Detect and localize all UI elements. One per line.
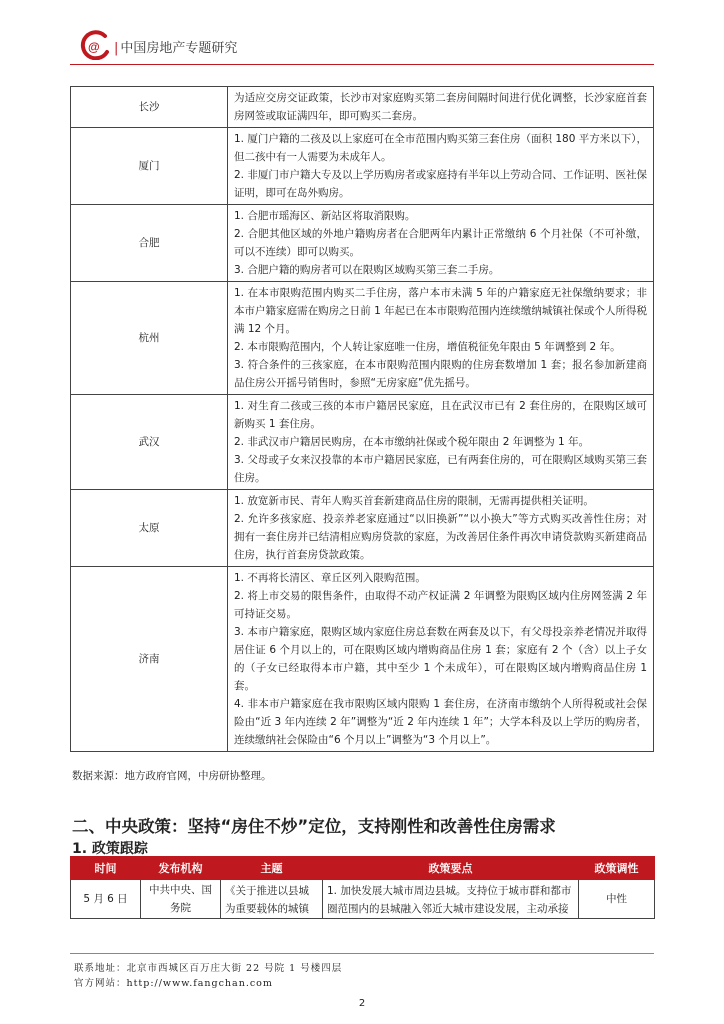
page-footer xyxy=(74,961,342,991)
policy-item: 为适应交房交证政策，长沙市对家庭购买第二套房间隔时间进行优化调整，长沙家庭首套房网签或取证满四年，即可购买二套房。 xyxy=(234,92,647,122)
cell-points xyxy=(323,880,579,919)
company-logo-icon xyxy=(78,30,112,60)
table-row xyxy=(71,87,654,128)
tone-text: 中性 xyxy=(606,893,627,905)
city-policy xyxy=(228,395,654,490)
table-row xyxy=(71,128,654,205)
city-name: 长沙 xyxy=(71,87,228,128)
table-row xyxy=(71,880,655,919)
city-policy xyxy=(228,87,654,128)
policy-item: 2. 本市限购范围内，个人转让家庭唯一住房，增值税征免年限由 5 年调整到 2 年。 xyxy=(234,341,621,353)
table-row xyxy=(71,282,654,395)
section-title: 二、中央政策：坚持“房住不炒”定位，支持刚性和改善性住房需求 xyxy=(72,817,556,836)
city-policy xyxy=(228,567,654,752)
col-header-topic: 主题 xyxy=(221,857,323,880)
policy-item: 3. 父母或子女来汉投靠的本市户籍居民家庭，已有两套住房的，可在限购区域购买第三套住房。 xyxy=(234,454,647,484)
page-number: 2 xyxy=(358,998,366,1009)
policy-item: 1. 不再将长清区、章丘区列入限购范围。 xyxy=(234,572,426,584)
city-policy-table xyxy=(70,86,654,752)
policy-tracking-table xyxy=(70,856,655,919)
brand-title xyxy=(114,37,237,56)
cell-org xyxy=(141,880,221,919)
time-text: 5 月 6 日 xyxy=(83,893,128,905)
footer-address: 联系地址：北京市西城区百万庄大街 22 号院 1 号楼四层 xyxy=(74,963,343,974)
policy-item: 2. 非武汉市户籍居民购房，在本市缴纳社保或个税年限由 2 年调整为 1 年。 xyxy=(234,436,590,448)
table-row xyxy=(71,567,654,752)
city-name: 太原 xyxy=(71,490,228,567)
col-header-points: 政策要点 xyxy=(323,857,579,880)
col-header-org: 发布机构 xyxy=(141,857,221,880)
policy-item: 2. 将上市交易的限售条件，由取得不动产权证满 2 年调整为限购区域内住房网签满 2 年可持证交易。 xyxy=(234,590,647,620)
city-policy xyxy=(228,282,654,395)
footer-website: 官方网站：http://www.fangchan.com xyxy=(74,978,273,989)
col-header-tone: 政策调性 xyxy=(579,857,655,880)
city-name: 武汉 xyxy=(71,395,228,490)
table-row xyxy=(71,205,654,282)
policy-item: 3. 本市户籍家庭，限购区域内家庭住房总套数在两套及以下，有父母投亲养老情况并取得居住证 6 个月以上的，可在限购区域内增购商品住房 1 套；家庭有 2 个（含）以上子女的（子女已经取得本市户籍，其中至少 1 个未成年），可在限购区域内增购商品住房 1 套。 xyxy=(234,626,647,692)
city-name: 合肥 xyxy=(71,205,228,282)
city-policy xyxy=(228,128,654,205)
policy-item: 3. 合肥户籍的购房者可以在限购区域购买第三套二手房。 xyxy=(234,264,500,276)
table-row xyxy=(71,490,654,567)
org-text: 中共中央、国务院 xyxy=(149,884,212,914)
col-header-time: 时间 xyxy=(71,857,141,880)
policy-item: 1. 合肥市瑶海区、新站区将取消限购。 xyxy=(234,210,416,222)
city-name: 济南 xyxy=(71,567,228,752)
policy-item: 4. 非本市户籍家庭在我市限购区域内限购 1 套住房，在济南市缴纳个人所得税或社会保险由“近 3 年内连续 2 年”调整为“近 2 年内连续 1 年”；大学本科及以上学历的购房者，连续缴纳社会保险由“6 个月以上”调整为“3 个月以上”。 xyxy=(234,698,647,746)
source-note: 数据来源：地方政府官网，中房研协整理。 xyxy=(72,770,272,782)
policy-item: 2. 允许多孩家庭、投亲养老家庭通过“以旧换新”“以小换大”等方式购买改善性住房；对拥有一套住房并已结清相应购房贷款的家庭，为改善居住条件再次申请贷款购买新建商品住房，执行首套房贷款政策。 xyxy=(234,513,647,561)
cell-time xyxy=(71,880,141,919)
policy-item: 2. 合肥其他区域的外地户籍购房者在合肥两年内累计正常缴纳 6 个月社保（不可补缴，可以不连续）即可以购买。 xyxy=(234,228,647,258)
policy-item: 1. 在本市限购范围内购买二手住房，落户本市未满 5 年的户籍家庭无社保缴纳要求；非本市户籍家庭需在购房之日前 1 年起已在本市限购范围内连续缴纳城镇社保或个人所得税满 12 个月。 xyxy=(234,287,647,335)
footer-divider xyxy=(70,953,654,954)
subsection-title: 1. 政策跟踪 xyxy=(72,841,148,857)
policy-item: 1. 放宽新市民、青年人购买首套新建商品住房的限制，无需再提供相关证明。 xyxy=(234,495,594,507)
city-name: 杭州 xyxy=(71,282,228,395)
cell-tone xyxy=(579,880,655,919)
cell-topic xyxy=(221,880,323,919)
table-header-row xyxy=(71,857,655,880)
policy-item: 3. 符合条件的三孩家庭，在本市限购范围内限购的住房套数增加 1 套；报名参加新建商品住房公开摇号销售时，参照“无房家庭”优先摇号。 xyxy=(234,359,647,389)
page-header xyxy=(70,26,654,66)
policy-item: 2. 非厦门市户籍大专及以上学历购房者或家庭持有半年以上劳动合同、工作证明、医社保证明，即可在岛外购房。 xyxy=(234,169,647,199)
table-row xyxy=(71,395,654,490)
brand-title-text: 中国房地产专题研究 xyxy=(120,41,238,56)
topic-text: 《关于推进以县城为重要载体的城镇 xyxy=(225,885,309,915)
city-policy xyxy=(228,205,654,282)
policy-item: 1. 厦门户籍的二孩及以上家庭可在全市范围内购买第三套住房（面积 180 平方米以下），但二孩中有一人需要为未成年人。 xyxy=(234,133,647,163)
header-divider xyxy=(70,64,654,65)
city-policy xyxy=(228,490,654,567)
policy-item: 1. 对生育二孩或三孩的本市户籍居民家庭，且在武汉市已有 2 套住房的，在限购区域可新购买 1 套住房。 xyxy=(234,400,647,430)
points-text: 1. 加快发展大城市周边县城。支持位于城市群和都市圈范围内的县城融入邻近大城市建设发展，主动承接 xyxy=(327,885,572,915)
brand-divider: | xyxy=(114,41,119,56)
svg-text:@: @ xyxy=(88,40,100,54)
city-name: 厦门 xyxy=(71,128,228,205)
